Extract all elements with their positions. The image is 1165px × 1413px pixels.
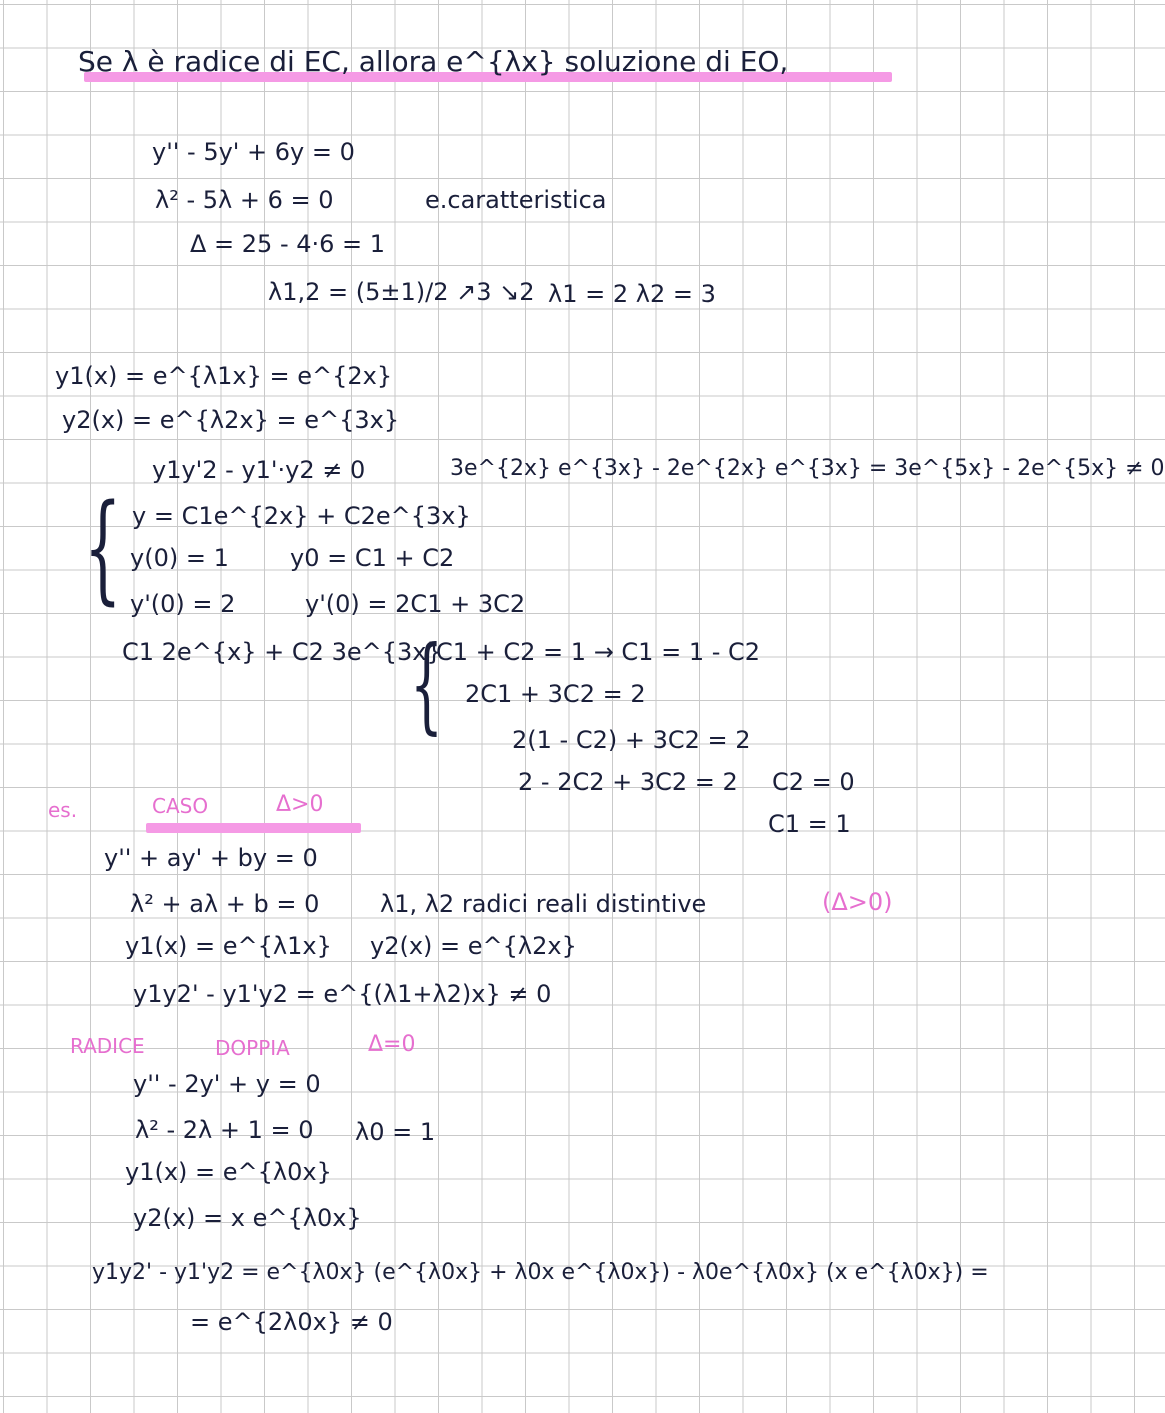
equation-line: λ1,2 = (5±1)/2 ↗3 ↘2 xyxy=(268,278,535,306)
caso-highlight xyxy=(146,823,361,833)
equation-line: y1y2' - y1'y2 = e^{λ0x} (e^{λ0x} + λ0x e^{λ0x}) - λ0e^{λ0x} (x e^{λ0x}) = xyxy=(92,1260,989,1285)
annotation: λ1, λ2 radici reali distintive xyxy=(380,890,707,918)
equation-line: y2(x) = e^{λ2x} = e^{3x} xyxy=(62,406,400,434)
equation-line: C1 2e^{x} + C2 3e^{3x} xyxy=(122,638,442,666)
equation-line: y1(x) = e^{λ1x} = e^{2x} xyxy=(55,362,393,390)
equation-line: C1 + C2 = 1 → C1 = 1 - C2 xyxy=(436,638,761,666)
equation-line: y2(x) = e^{λ2x} xyxy=(370,932,577,960)
equation-line: y1y2' - y1'y2 = e^{(λ1+λ2)x} ≠ 0 xyxy=(133,980,552,1008)
equation-line: y'' + ay' + by = 0 xyxy=(104,844,318,872)
annotation: e.caratteristica xyxy=(425,186,607,214)
equation-line: Δ = 25 - 4·6 = 1 xyxy=(190,230,386,258)
equation-line: C2 = 0 xyxy=(772,768,855,796)
equation-line: y'' - 5y' + 6y = 0 xyxy=(152,138,355,166)
system-brace: { xyxy=(84,478,122,616)
section-heading: DOPPIA xyxy=(215,1036,290,1060)
equation-line: y2(x) = x e^{λ0x} xyxy=(133,1204,362,1232)
equation-line: y1(x) = e^{λ0x} xyxy=(125,1158,332,1186)
equation-line: λ0 = 1 xyxy=(355,1118,436,1146)
equation-line: y = C1e^{2x} + C2e^{3x} xyxy=(132,502,471,530)
title-rule: Se λ è radice di EC, allora e^{λx} soluzione di EO, xyxy=(78,45,789,78)
equation-line: y(0) = 1 xyxy=(130,544,229,572)
section-heading: RADICE xyxy=(70,1034,145,1058)
section-heading: CASO xyxy=(152,794,209,818)
equation-line: 2(1 - C2) + 3C2 = 2 xyxy=(512,726,751,754)
equation-line: 2 - 2C2 + 3C2 = 2 xyxy=(518,768,738,796)
equation-line: λ² - 2λ + 1 = 0 xyxy=(135,1116,314,1144)
section-condition: Δ=0 xyxy=(368,1032,416,1057)
equation-line: y'(0) = 2 xyxy=(130,590,236,618)
equation-line: 3e^{2x} e^{3x} - 2e^{2x} e^{3x} = 3e^{5x} - 2e^{5x} ≠ 0 xyxy=(450,456,1165,481)
system-brace: { xyxy=(410,623,444,745)
equation-line: λ² - 5λ + 6 = 0 xyxy=(155,186,334,214)
equation-line: y0 = C1 + C2 xyxy=(290,544,455,572)
equation-line: y'(0) = 2C1 + 3C2 xyxy=(305,590,526,618)
equation-line: λ1 = 2 λ2 = 3 xyxy=(548,280,716,308)
example-label: es. xyxy=(48,798,78,822)
annotation: (Δ>0) xyxy=(822,888,893,916)
equation-line: y1y'2 - y1'·y2 ≠ 0 xyxy=(152,456,366,484)
equation-line: C1 = 1 xyxy=(768,810,851,838)
equation-line: λ² + aλ + b = 0 xyxy=(130,890,320,918)
equation-line: y1(x) = e^{λ1x} xyxy=(125,932,332,960)
equation-line: 2C1 + 3C2 = 2 xyxy=(465,680,646,708)
equation-line: = e^{2λ0x} ≠ 0 xyxy=(190,1308,393,1336)
equation-line: y'' - 2y' + y = 0 xyxy=(133,1070,321,1098)
section-condition: Δ>0 xyxy=(276,792,324,817)
